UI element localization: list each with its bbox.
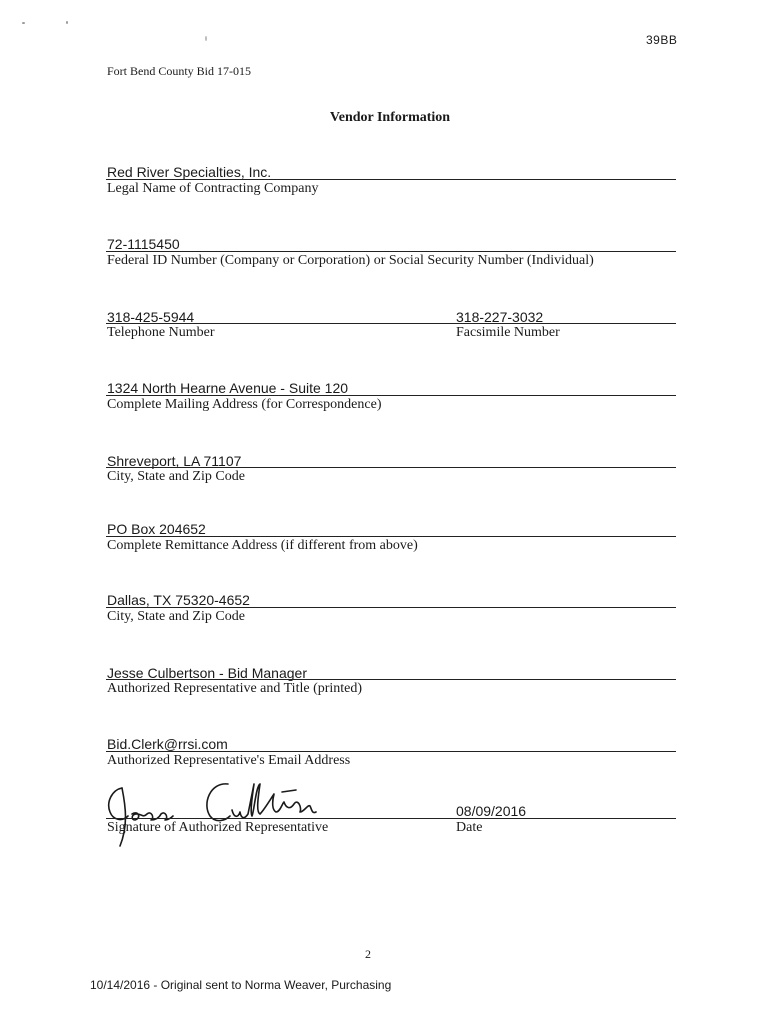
company-name-value: Red River Specialties, Inc. (107, 164, 272, 180)
mailing-address-value: 1324 North Hearne Avenue - Suite 120 (107, 380, 349, 396)
representative-value: Jesse Culbertson - Bid Manager (107, 665, 307, 681)
fax-value: 318-227-3032 (456, 309, 544, 325)
remittance-city-line (106, 607, 676, 608)
signature-image (98, 768, 348, 848)
email-line (106, 751, 676, 752)
signature-label: Signature of Authorized Representative (107, 820, 329, 835)
fax-label: Facsimile Number (456, 325, 560, 340)
remittance-address-label: Complete Remittance Address (if different from above) (107, 538, 418, 553)
mailing-city-label: City, State and Zip Code (107, 469, 245, 484)
remittance-city-value: Dallas, TX 75320-4652 (107, 592, 250, 608)
remittance-address-line (106, 536, 676, 537)
telephone-label: Telephone Number (107, 325, 215, 340)
scan-artifact (66, 21, 68, 24)
representative-line (106, 679, 676, 680)
phone-fax-line (106, 323, 676, 324)
email-label: Authorized Representative's Email Address (107, 753, 351, 768)
representative-label: Authorized Representative and Title (printed) (107, 681, 363, 696)
scan-artifact (22, 22, 25, 24)
page-title: Vendor Information (329, 110, 451, 125)
federal-id-label: Federal ID Number (Company or Corporation) or Social Security Number (Individual) (107, 253, 594, 268)
scan-artifact (205, 36, 207, 41)
federal-id-line (106, 251, 676, 252)
page-number: 2 (365, 947, 371, 961)
telephone-value: 318-425-5944 (107, 309, 195, 325)
mailing-city-value: Shreveport, LA 71107 (107, 453, 242, 469)
mailing-address-line (106, 395, 676, 396)
document-id: 39BB (646, 33, 678, 47)
remittance-city-label: City, State and Zip Code (107, 609, 245, 624)
footer-note: 10/14/2016 - Original sent to Norma Weaver, Purchasing (90, 978, 392, 992)
remittance-address-value: PO Box 204652 (107, 521, 206, 537)
company-name-line (106, 179, 676, 180)
bid-reference: Fort Bend County Bid 17-015 (107, 64, 252, 78)
mailing-address-label: Complete Mailing Address (for Correspondence) (107, 397, 382, 412)
federal-id-value: 72-1115450 (107, 236, 180, 252)
company-name-label: Legal Name of Contracting Company (107, 181, 319, 196)
date-value: 08/09/2016 (456, 803, 527, 819)
signature-date-line (106, 818, 676, 819)
email-value: Bid.Clerk@rrsi.com (107, 736, 228, 752)
date-label: Date (456, 820, 483, 835)
mailing-city-line (106, 467, 676, 468)
